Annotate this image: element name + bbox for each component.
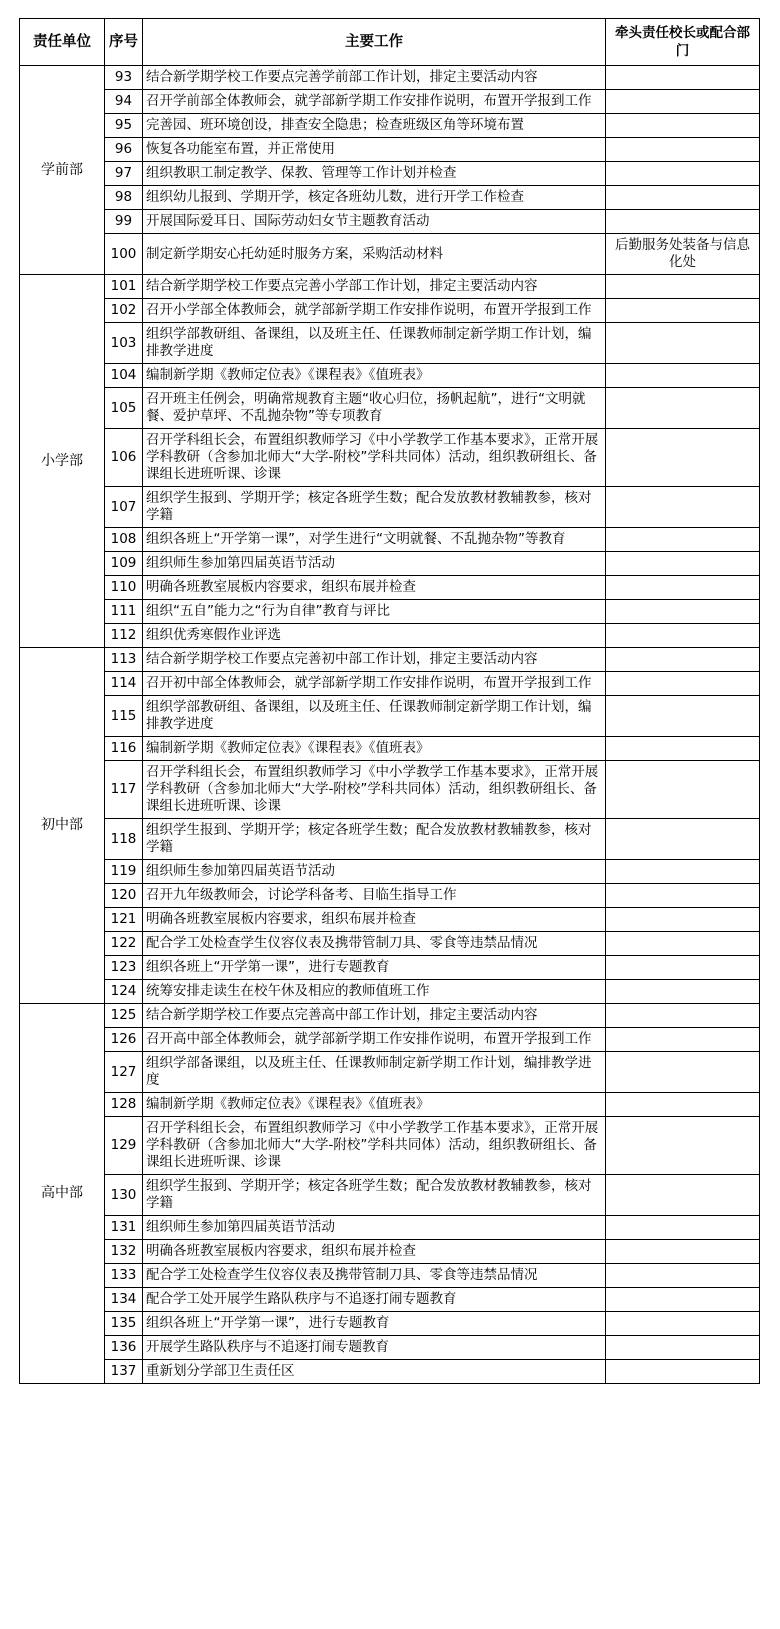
lead-cell bbox=[606, 672, 760, 696]
seq-cell: 100 bbox=[105, 234, 143, 275]
table-row bbox=[20, 737, 760, 761]
dept-cell: 初中部 bbox=[20, 648, 105, 1004]
seq-cell: 105 bbox=[105, 388, 143, 429]
lead-cell bbox=[606, 648, 760, 672]
seq-cell: 133 bbox=[105, 1264, 143, 1288]
work-cell: 恢复各功能室布置，并正常使用 bbox=[143, 138, 606, 162]
seq-cell: 135 bbox=[105, 1312, 143, 1336]
table-row bbox=[20, 388, 760, 429]
lead-cell bbox=[606, 90, 760, 114]
lead-cell bbox=[606, 487, 760, 528]
seq-cell: 137 bbox=[105, 1360, 143, 1384]
work-cell: 召开学前部全体教师会，就学部新学期工作安排作说明，布置开学报到工作 bbox=[143, 90, 606, 114]
lead-cell bbox=[606, 1288, 760, 1312]
work-cell: 组织师生参加第四届英语节活动 bbox=[143, 860, 606, 884]
lead-cell bbox=[606, 980, 760, 1004]
work-cell: 明确各班教室展板内容要求，组织布展并检查 bbox=[143, 576, 606, 600]
seq-cell: 115 bbox=[105, 696, 143, 737]
table-row bbox=[20, 234, 760, 275]
seq-cell: 113 bbox=[105, 648, 143, 672]
seq-cell: 109 bbox=[105, 552, 143, 576]
work-cell: 编制新学期《教师定位表》《课程表》《值班表》 bbox=[143, 737, 606, 761]
table-row bbox=[20, 1360, 760, 1384]
seq-cell: 107 bbox=[105, 487, 143, 528]
seq-cell: 102 bbox=[105, 299, 143, 323]
work-cell: 组织学部备课组，以及班主任、任课教师制定新学期工作计划，编排教学进度 bbox=[143, 1052, 606, 1093]
work-cell: 召开小学部全体教师会，就学部新学期工作安排作说明，布置开学报到工作 bbox=[143, 299, 606, 323]
work-cell: 组织各班上“开学第一课”，进行专题教育 bbox=[143, 956, 606, 980]
seq-cell: 93 bbox=[105, 66, 143, 90]
lead-cell bbox=[606, 66, 760, 90]
seq-cell: 116 bbox=[105, 737, 143, 761]
lead-cell bbox=[606, 1240, 760, 1264]
lead-cell bbox=[606, 1312, 760, 1336]
work-cell: 召开班主任例会，明确常规教育主题“收心归位，扬帆起航”，进行“文明就餐、爱护草坪、不乱抛杂物”等专项教育 bbox=[143, 388, 606, 429]
work-cell: 结合新学期学校工作要点完善小学部工作计划，排定主要活动内容 bbox=[143, 275, 606, 299]
table-row bbox=[20, 138, 760, 162]
work-cell: 统筹安排走读生在校午休及相应的教师值班工作 bbox=[143, 980, 606, 1004]
seq-cell: 119 bbox=[105, 860, 143, 884]
header-dept: 责任单位 bbox=[20, 19, 105, 66]
lead-cell bbox=[606, 1093, 760, 1117]
seq-cell: 120 bbox=[105, 884, 143, 908]
work-cell: 组织学生报到、学期开学；核定各班学生数；配合发放教材教辅教参，核对学籍 bbox=[143, 819, 606, 860]
seq-cell: 130 bbox=[105, 1175, 143, 1216]
seq-cell: 98 bbox=[105, 186, 143, 210]
work-cell: 结合新学期学校工作要点完善初中部工作计划，排定主要活动内容 bbox=[143, 648, 606, 672]
lead-cell bbox=[606, 552, 760, 576]
seq-cell: 122 bbox=[105, 932, 143, 956]
lead-cell bbox=[606, 388, 760, 429]
work-cell: 组织学生报到、学期开学；核定各班学生数；配合发放教材教辅教参，核对学籍 bbox=[143, 487, 606, 528]
table-row bbox=[20, 90, 760, 114]
table-body bbox=[20, 66, 760, 1384]
work-cell: 明确各班教室展板内容要求，组织布展并检查 bbox=[143, 1240, 606, 1264]
work-cell: 重新划分学部卫生责任区 bbox=[143, 1360, 606, 1384]
table-row bbox=[20, 648, 760, 672]
lead-cell bbox=[606, 600, 760, 624]
seq-cell: 96 bbox=[105, 138, 143, 162]
table-row bbox=[20, 1028, 760, 1052]
work-cell: 召开高中部全体教师会，就学部新学期工作安排作说明，布置开学报到工作 bbox=[143, 1028, 606, 1052]
work-cell: 开展国际爱耳日、国际劳动妇女节主题教育活动 bbox=[143, 210, 606, 234]
table-row bbox=[20, 1004, 760, 1028]
table-row bbox=[20, 1216, 760, 1240]
table-row bbox=[20, 552, 760, 576]
header-work: 主要工作 bbox=[143, 19, 606, 66]
lead-cell bbox=[606, 1336, 760, 1360]
work-plan-table bbox=[19, 18, 760, 1384]
table-row bbox=[20, 956, 760, 980]
table-row bbox=[20, 600, 760, 624]
work-cell: 组织优秀寒假作业评选 bbox=[143, 624, 606, 648]
table-row bbox=[20, 672, 760, 696]
lead-cell: 后勤服务处装备与信息化处 bbox=[606, 234, 760, 275]
work-cell: 召开初中部全体教师会，就学部新学期工作安排作说明，布置开学报到工作 bbox=[143, 672, 606, 696]
table-row bbox=[20, 1312, 760, 1336]
table-row bbox=[20, 210, 760, 234]
work-cell: 开展学生路队秩序与不追逐打闹专题教育 bbox=[143, 1336, 606, 1360]
work-cell: 编制新学期《教师定位表》《课程表》《值班表》 bbox=[143, 364, 606, 388]
lead-cell bbox=[606, 908, 760, 932]
lead-cell bbox=[606, 162, 760, 186]
table-row bbox=[20, 429, 760, 487]
seq-cell: 114 bbox=[105, 672, 143, 696]
work-cell: 明确各班教室展板内容要求，组织布展并检查 bbox=[143, 908, 606, 932]
table-row bbox=[20, 364, 760, 388]
work-cell: 配合学工处检查学生仪容仪表及携带管制刀具、零食等违禁品情况 bbox=[143, 932, 606, 956]
seq-cell: 121 bbox=[105, 908, 143, 932]
seq-cell: 97 bbox=[105, 162, 143, 186]
seq-cell: 108 bbox=[105, 528, 143, 552]
lead-cell bbox=[606, 299, 760, 323]
work-cell: 组织教职工制定教学、保教、管理等工作计划并检查 bbox=[143, 162, 606, 186]
lead-cell bbox=[606, 275, 760, 299]
lead-cell bbox=[606, 114, 760, 138]
table-row bbox=[20, 162, 760, 186]
table-row bbox=[20, 186, 760, 210]
seq-cell: 123 bbox=[105, 956, 143, 980]
seq-cell: 94 bbox=[105, 90, 143, 114]
seq-cell: 110 bbox=[105, 576, 143, 600]
lead-cell bbox=[606, 1052, 760, 1093]
work-cell: 制定新学期安心托幼延时服务方案，采购活动材料 bbox=[143, 234, 606, 275]
lead-cell bbox=[606, 528, 760, 552]
table-row bbox=[20, 1336, 760, 1360]
table-row bbox=[20, 1052, 760, 1093]
lead-cell bbox=[606, 737, 760, 761]
lead-cell bbox=[606, 1028, 760, 1052]
table-row bbox=[20, 761, 760, 819]
work-cell: 组织“五自”能力之“行为自律”教育与评比 bbox=[143, 600, 606, 624]
lead-cell bbox=[606, 761, 760, 819]
work-cell: 组织学生报到、学期开学；核定各班学生数；配合发放教材教辅教参，核对学籍 bbox=[143, 1175, 606, 1216]
seq-cell: 127 bbox=[105, 1052, 143, 1093]
lead-cell bbox=[606, 1264, 760, 1288]
work-cell: 配合学工处开展学生路队秩序与不追逐打闹专题教育 bbox=[143, 1288, 606, 1312]
seq-cell: 125 bbox=[105, 1004, 143, 1028]
work-cell: 完善园、班环境创设，排查安全隐患；检查班级区角等环境布置 bbox=[143, 114, 606, 138]
seq-cell: 106 bbox=[105, 429, 143, 487]
seq-cell: 101 bbox=[105, 275, 143, 299]
seq-cell: 129 bbox=[105, 1117, 143, 1175]
work-cell: 召开学科组长会，布置组织教师学习《中小学教学工作基本要求》，正常开展学科教研（含参加北师大“大学-附校”学科共同体）活动，组织教研组长、备课组长进班听课、诊课 bbox=[143, 429, 606, 487]
table-row bbox=[20, 1093, 760, 1117]
table-row bbox=[20, 932, 760, 956]
lead-cell bbox=[606, 186, 760, 210]
work-cell: 组织各班上“开学第一课”，对学生进行“文明就餐、不乱抛杂物”等教育 bbox=[143, 528, 606, 552]
table-row bbox=[20, 1264, 760, 1288]
lead-cell bbox=[606, 1216, 760, 1240]
lead-cell bbox=[606, 884, 760, 908]
work-cell: 召开学科组长会，布置组织教师学习《中小学教学工作基本要求》，正常开展学科教研（含参加北师大“大学-附校”学科共同体）活动，组织教研组长、备课组长进班听课、诊课 bbox=[143, 761, 606, 819]
table-row bbox=[20, 908, 760, 932]
work-cell: 组织学部教研组、备课组，以及班主任、任课教师制定新学期工作计划，编排教学进度 bbox=[143, 323, 606, 364]
work-cell: 结合新学期学校工作要点完善高中部工作计划，排定主要活动内容 bbox=[143, 1004, 606, 1028]
lead-cell bbox=[606, 1360, 760, 1384]
lead-cell bbox=[606, 429, 760, 487]
seq-cell: 134 bbox=[105, 1288, 143, 1312]
seq-cell: 131 bbox=[105, 1216, 143, 1240]
header-seq: 序号 bbox=[105, 19, 143, 66]
lead-cell bbox=[606, 860, 760, 884]
lead-cell bbox=[606, 1117, 760, 1175]
seq-cell: 128 bbox=[105, 1093, 143, 1117]
work-cell: 结合新学期学校工作要点完善学前部工作计划，排定主要活动内容 bbox=[143, 66, 606, 90]
lead-cell bbox=[606, 956, 760, 980]
lead-cell bbox=[606, 576, 760, 600]
seq-cell: 103 bbox=[105, 323, 143, 364]
table-row bbox=[20, 1288, 760, 1312]
table-row bbox=[20, 1175, 760, 1216]
work-cell: 配合学工处检查学生仪容仪表及携带管制刀具、零食等违禁品情况 bbox=[143, 1264, 606, 1288]
lead-cell bbox=[606, 624, 760, 648]
seq-cell: 118 bbox=[105, 819, 143, 860]
dept-cell: 小学部 bbox=[20, 275, 105, 648]
work-cell: 召开学科组长会，布置组织教师学习《中小学教学工作基本要求》，正常开展学科教研（含参加北师大“大学-附校”学科共同体）活动，组织教研组长、备课组长进班听课、诊课 bbox=[143, 1117, 606, 1175]
work-cell: 组织各班上“开学第一课”，进行专题教育 bbox=[143, 1312, 606, 1336]
lead-cell bbox=[606, 210, 760, 234]
work-cell: 组织师生参加第四届英语节活动 bbox=[143, 552, 606, 576]
table-row bbox=[20, 624, 760, 648]
lead-cell bbox=[606, 1004, 760, 1028]
seq-cell: 124 bbox=[105, 980, 143, 1004]
seq-cell: 126 bbox=[105, 1028, 143, 1052]
work-cell: 编制新学期《教师定位表》《课程表》《值班表》 bbox=[143, 1093, 606, 1117]
lead-cell bbox=[606, 138, 760, 162]
seq-cell: 99 bbox=[105, 210, 143, 234]
work-cell: 召开九年级教师会，讨论学科备考、目临生指导工作 bbox=[143, 884, 606, 908]
header-lead: 牵头责任校长或配合部门 bbox=[606, 19, 760, 66]
work-cell: 组织师生参加第四届英语节活动 bbox=[143, 1216, 606, 1240]
seq-cell: 112 bbox=[105, 624, 143, 648]
dept-cell: 学前部 bbox=[20, 66, 105, 275]
table-row bbox=[20, 884, 760, 908]
work-cell: 组织学部教研组、备课组，以及班主任、任课教师制定新学期工作计划，编排教学进度 bbox=[143, 696, 606, 737]
seq-cell: 104 bbox=[105, 364, 143, 388]
table-row bbox=[20, 66, 760, 90]
table-row bbox=[20, 323, 760, 364]
lead-cell bbox=[606, 364, 760, 388]
table-row bbox=[20, 487, 760, 528]
seq-cell: 132 bbox=[105, 1240, 143, 1264]
table-row bbox=[20, 819, 760, 860]
lead-cell bbox=[606, 819, 760, 860]
seq-cell: 95 bbox=[105, 114, 143, 138]
seq-cell: 136 bbox=[105, 1336, 143, 1360]
seq-cell: 111 bbox=[105, 600, 143, 624]
table-row bbox=[20, 299, 760, 323]
lead-cell bbox=[606, 1175, 760, 1216]
table-row bbox=[20, 114, 760, 138]
table-row bbox=[20, 1117, 760, 1175]
table-row bbox=[20, 576, 760, 600]
table-row bbox=[20, 696, 760, 737]
header-row bbox=[20, 19, 760, 66]
seq-cell: 117 bbox=[105, 761, 143, 819]
table-row bbox=[20, 275, 760, 299]
table-row bbox=[20, 1240, 760, 1264]
work-cell: 组织幼儿报到、学期开学，核定各班幼儿数，进行开学工作检查 bbox=[143, 186, 606, 210]
table-row bbox=[20, 980, 760, 1004]
lead-cell bbox=[606, 696, 760, 737]
lead-cell bbox=[606, 932, 760, 956]
lead-cell bbox=[606, 323, 760, 364]
table-row bbox=[20, 528, 760, 552]
dept-cell: 高中部 bbox=[20, 1004, 105, 1384]
table-row bbox=[20, 860, 760, 884]
